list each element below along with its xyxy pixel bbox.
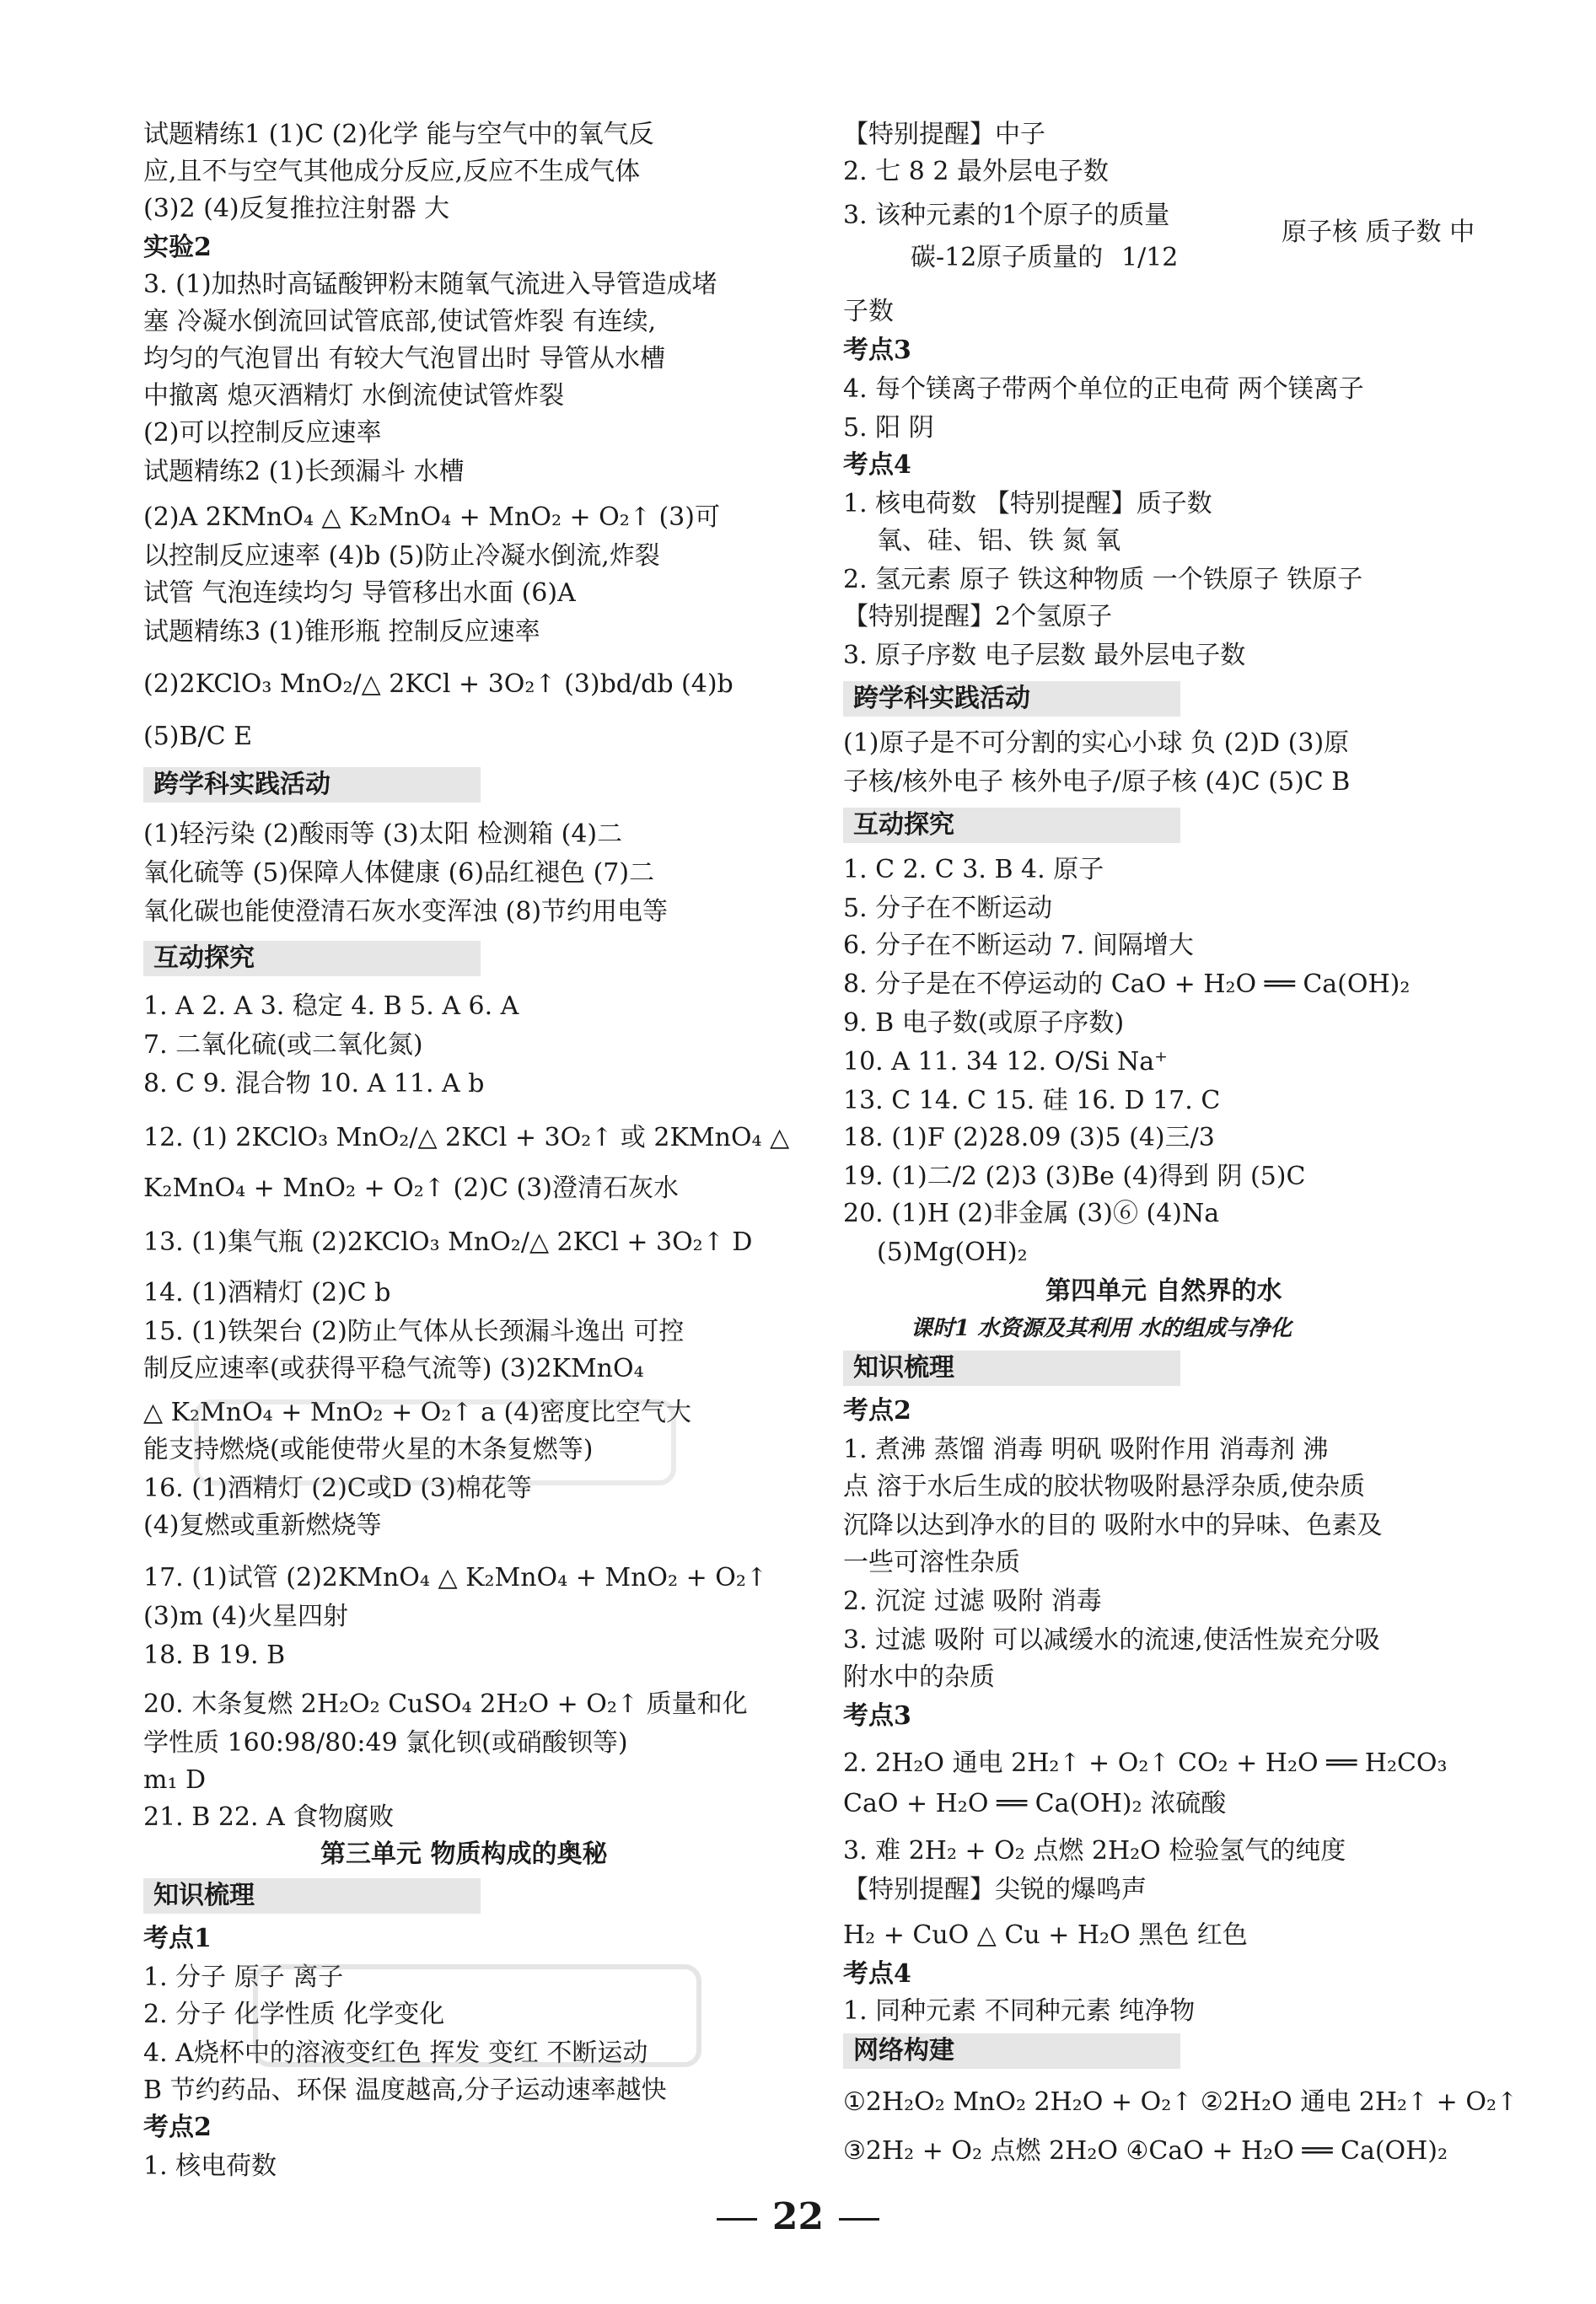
text-line: 16. (1)酒精灯 (2)C或D (3)棉花等 — [143, 1474, 532, 1503]
text-line: 1. A 2. A 3. 稳定 4. B 5. A 6. A — [143, 991, 519, 1021]
subheading: 考点4 — [843, 1959, 911, 1989]
section-header: 知识梳理 — [143, 1878, 481, 1914]
text-line: 一些可溶性杂质 — [843, 1548, 1020, 1577]
watermark-stamp — [194, 1399, 676, 1485]
text-line: 点 溶于水后生成的胶状物吸附悬浮杂质,使杂质 — [843, 1472, 1366, 1501]
subheading: 考点4 — [843, 450, 911, 480]
text-line: K₂MnO₄ + MnO₂ + O₂↑ (2)C (3)澄清石灰水 — [143, 1173, 679, 1203]
text-line: 以控制反应速率 (4)b (5)防止冷凝水倒流,炸裂 — [143, 541, 660, 571]
text-line: 3. 原子序数 电子层数 最外层电子数 — [843, 641, 1246, 670]
text-line: 4. A烧杯中的溶液变红色 挥发 变红 不断运动 — [143, 2038, 648, 2068]
text-line: 18. (1)F (2)28.09 (3)5 (4)三/3 — [843, 1123, 1215, 1152]
page-number — [0, 2192, 1596, 2242]
text-line: 试题精练1 (1)C (2)化学 能与空气中的氧气反 — [143, 120, 654, 149]
equation-line: H₂ + CuO △ Cu + H₂O 黑色 红色 — [843, 1920, 1248, 1950]
text-line: (2)可以控制反应速率 — [143, 418, 382, 448]
equation-line: 17. (1)试管 (2)2KMnO₄ △ K₂MnO₄ + MnO₂ + O₂↑ — [143, 1563, 768, 1592]
text-line: 19. (1)二/2 (2)3 (3)Be (4)得到 阴 (5)C — [843, 1162, 1306, 1191]
text-line: 【特别提醒】中子 — [843, 120, 1045, 149]
fraction: 1/12 — [1121, 243, 1179, 272]
subheading: 考点3 — [843, 1701, 911, 1731]
text-line: 均匀的气泡冒出 有较大气泡冒出时 导管从水槽 — [143, 344, 666, 373]
text-line: 附水中的杂质 — [843, 1662, 995, 1692]
text-line: 1. 核电荷数 【特别提醒】质子数 — [843, 489, 1212, 518]
text-line: 6. 分子在不断运动 7. 间隔增大 — [843, 931, 1194, 960]
text-line: 3. (1)加热时高锰酸钾粉末随氧气流进入导管造成堵 — [143, 270, 717, 299]
equation-line: △ K₂MnO₄ + MnO₂ + O₂↑ a (4)密度比空气大 — [143, 1398, 691, 1427]
text-line: 【特别提醒】尖锐的爆鸣声 — [843, 1875, 1147, 1904]
text-line: 原子核 质子数 中 — [1282, 218, 1475, 247]
watermark-stamp — [253, 1964, 701, 2067]
page-number-dash — [717, 2218, 757, 2221]
unit-title: 第四单元 自然界的水 — [1045, 1276, 1282, 1306]
page-number-value: 22 — [771, 2195, 825, 2238]
text-line: 20. (1)H (2)非金属 (3)⑥ (4)Na — [843, 1199, 1220, 1228]
text-line: 1. 核电荷数 — [143, 2151, 277, 2181]
text-line: 制反应速率(或获得平稳气流等) (3)2KMnO₄ — [143, 1354, 644, 1383]
text-line: 2. 沉淀 过滤 吸附 消毒 — [843, 1587, 1102, 1616]
text-line: m₁ D — [143, 1765, 207, 1795]
lesson-title: 课时1 水资源及其利用 水的组成与净化 — [911, 1316, 1292, 1341]
text-line: 7. 二氧化硫(或二氧化氮) — [143, 1030, 423, 1060]
equation-line: (2)A 2KMnO₄ △ K₂MnO₄ + MnO₂ + O₂↑ (3)可 — [143, 502, 720, 532]
text-line: 试管 气泡连续均匀 导管移出水面 (6)A — [143, 578, 576, 608]
text-line: 氧化硫等 (5)保障人体健康 (6)品红褪色 (7)二 — [143, 858, 655, 888]
section-header: 跨学科实践活动 — [143, 767, 481, 803]
text-line: B 节约药品、环保 温度越高,分子运动速率越快 — [143, 2076, 667, 2105]
equation-line: 13. (1)集气瓶 (2)2KClO₃ MnO₂/△ 2KCl + 3O₂↑ D — [143, 1227, 753, 1257]
text-line: 5. 阳 阴 — [843, 413, 934, 443]
section-header: 互动探究 — [143, 941, 481, 976]
text-line: 子数 — [843, 297, 894, 326]
text-line: (4)复燃或重新燃烧等 — [143, 1511, 382, 1540]
subheading: 考点2 — [843, 1396, 911, 1426]
text-line: 15. (1)铁架台 (2)防止气体从长颈漏斗逸出 可控 — [143, 1317, 685, 1346]
text-line: (3)m (4)火星四射 — [143, 1602, 348, 1631]
equation-line: 3. 难 2H₂ + O₂ 点燃 2H₂O 检验氢气的纯度 — [843, 1836, 1346, 1866]
text-line: 【特别提醒】2个氢原子 — [843, 602, 1113, 631]
equation-line: ①2H₂O₂ MnO₂ 2H₂O + O₂↑ ②2H₂O 通电 2H₂↑ + O₂↑ — [843, 2087, 1518, 2117]
text-line: 氧化碳也能使澄清石灰水变浑浊 (8)节约用电等 — [143, 897, 669, 926]
equation-line: CaO + H₂O ══ Ca(OH)₂ 浓硫酸 — [843, 1789, 1227, 1818]
text-line: 氧、硅、铝、铁 氮 氧 — [877, 526, 1121, 556]
text-line: 18. B 19. B — [143, 1641, 286, 1670]
subheading: 考点3 — [843, 336, 911, 365]
text-line: 学性质 160:98/80:49 氯化钡(或硝酸钡等) — [143, 1728, 628, 1758]
section-header: 知识梳理 — [843, 1351, 1180, 1386]
text-line: 塞 冷凝水倒流回试管底部,使试管炸裂 有连续, — [143, 307, 657, 336]
equation-line: ③2H₂ + O₂ 点燃 2H₂O ④CaO + H₂O ══ Ca(OH)₂ — [843, 2136, 1448, 2166]
equation-line: (2)2KClO₃ MnO₂/△ 2KCl + 3O₂↑ (3)bd/db (4)b — [143, 669, 734, 699]
text-line: 中撤离 熄灭酒精灯 水倒流使试管炸裂 — [143, 381, 565, 411]
text-line: 1. C 2. C 3. B 4. 原子 — [843, 855, 1104, 884]
text-line: 1. 同种元素 不同种元素 纯净物 — [843, 1996, 1196, 2026]
text-line: 4. 每个镁离子带两个单位的正电荷 两个镁离子 — [843, 374, 1364, 404]
equation-line: 8. 分子是在不停运动的 CaO + H₂O ══ Ca(OH)₂ — [843, 969, 1411, 999]
text-line: 碳-12原子质量的 — [911, 243, 1104, 272]
text-line: 2. 分子 化学性质 化学变化 — [143, 2000, 445, 2029]
text-line: 5. 分子在不断运动 — [843, 894, 1053, 923]
text-line: 10. A 11. 34 12. O/Si Na⁺ — [843, 1047, 1169, 1077]
subheading: 考点2 — [143, 2113, 212, 2142]
section-header: 网络构建 — [843, 2033, 1180, 2069]
subheading: 考点1 — [143, 1924, 212, 1953]
text-line: (3)2 (4)反复推拉注射器 大 — [143, 194, 450, 223]
unit-title: 第三单元 物质构成的奥秘 — [320, 1839, 608, 1869]
text-line: 8. C 9. 混合物 10. A 11. A b — [143, 1069, 485, 1098]
text-line: 3. 过滤 吸附 可以减缓水的流速,使活性炭充分吸 — [843, 1625, 1380, 1655]
subheading: 实验2 — [143, 233, 212, 262]
section-header: 跨学科实践活动 — [843, 681, 1180, 717]
text-line: 沉降以达到净水的目的 吸附水中的异味、色素及 — [843, 1511, 1383, 1540]
text-line: 9. B 电子数(或原子序数) — [843, 1008, 1125, 1038]
text-line: 试题精练2 (1)长颈漏斗 水槽 — [143, 457, 465, 486]
text-line: 3. 该种元素的1个原子的质量 — [843, 201, 1170, 230]
text-line: (5)B/C E — [143, 722, 253, 751]
text-line: (1)原子是不可分割的实心小球 负 (2)D (3)原 — [843, 728, 1350, 758]
text-line: (1)轻污染 (2)酸雨等 (3)太阳 检测箱 (4)二 — [143, 819, 623, 849]
page-number-dash — [839, 2218, 879, 2221]
text-line: 21. B 22. A 食物腐败 — [143, 1802, 395, 1832]
section-header: 互动探究 — [843, 808, 1180, 843]
equation-line: 20. 木条复燃 2H₂O₂ CuSO₄ 2H₂O + O₂↑ 质量和化 — [143, 1689, 748, 1719]
text-line: 1. 煮沸 蒸馏 消毒 明矾 吸附作用 消毒剂 沸 — [843, 1435, 1329, 1464]
text-line: 试题精练3 (1)锥形瓶 控制反应速率 — [143, 617, 540, 647]
text-line: 2. 七 8 2 最外层电子数 — [843, 157, 1109, 186]
text-line: 14. (1)酒精灯 (2)C b — [143, 1278, 391, 1308]
text-line: 能支持燃烧(或能使带火星的木条复燃等) — [143, 1435, 594, 1464]
text-line: (5)Mg(OH)₂ — [877, 1238, 1028, 1267]
text-line: 应,且不与空气其他成分反应,反应不生成气体 — [143, 157, 641, 186]
text-line: 1. 分子 原子 离子 — [143, 1963, 344, 1992]
equation-line: 12. (1) 2KClO₃ MnO₂/△ 2KCl + 3O₂↑ 或 2KMnO₄ △ — [143, 1123, 790, 1152]
text-line: 子核/核外电子 核外电子/原子核 (4)C (5)C B — [843, 767, 1351, 797]
equation-line: 2. 2H₂O 通电 2H₂↑ + O₂↑ CO₂ + H₂O ══ H₂CO₃ — [843, 1748, 1448, 1778]
text-line: 2. 氢元素 原子 铁这种物质 一个铁原子 铁原子 — [843, 565, 1363, 594]
text-line: 13. C 14. C 15. 硅 16. D 17. C — [843, 1086, 1221, 1115]
